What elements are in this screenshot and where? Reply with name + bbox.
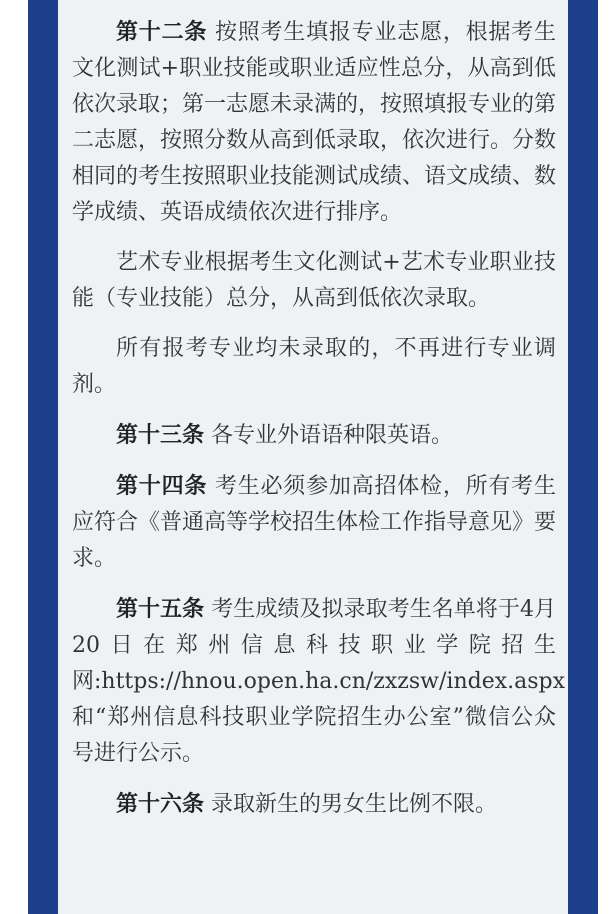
article-15-paragraph bbox=[72, 591, 566, 772]
document-page bbox=[58, 0, 568, 914]
article-heading: 第十六条 bbox=[116, 791, 205, 817]
document-content bbox=[72, 14, 566, 837]
art-major-paragraph bbox=[72, 245, 556, 317]
no-adjustment-paragraph bbox=[72, 331, 556, 403]
article-text: 所有报考专业均未录取的，不再进行专业调剂。 bbox=[72, 336, 556, 397]
article-text: 考生必须参加高招体检，所有考生应符合《普通高等学校招生体检工作指导意见》要求。 bbox=[72, 474, 557, 571]
article-text: 各专业外语语种限英语。 bbox=[211, 423, 454, 448]
article-text: 录取新生的男女生比例不限。 bbox=[211, 792, 498, 817]
article-text: 考生成绩及拟录取考生名单将于4月20日在郑州信息科技职业学院招生网:https://hnou.open.ha.cn/zxzsw/index.aspx和“郑州信息科技职业学院招生办公室”微信公众号进行公示。 bbox=[72, 597, 566, 766]
article-14-paragraph bbox=[72, 468, 556, 577]
article-text: 按照考生填报专业志愿，根据考生文化测试+职业技能或职业适应性总分，从高到低依次录取；第一志愿未录满的，按照填报专业的第二志愿，按照分数从高到低录取，依次进行。分数相同的考生按照职业技能测试成绩、语文成绩、数学成绩、英语成绩依次进行排序。 bbox=[72, 20, 557, 225]
article-13-paragraph bbox=[72, 417, 556, 454]
article-heading: 第十五条 bbox=[116, 596, 205, 622]
article-heading: 第十二条 bbox=[116, 19, 208, 45]
article-text: 艺术专业根据考生文化测试+艺术专业职业技能（专业技能）总分，从高到低依次录取。 bbox=[72, 250, 556, 311]
article-heading: 第十四条 bbox=[116, 473, 208, 499]
article-16-paragraph bbox=[72, 786, 556, 823]
article-12-paragraph bbox=[72, 14, 556, 231]
article-heading: 第十三条 bbox=[116, 422, 205, 448]
